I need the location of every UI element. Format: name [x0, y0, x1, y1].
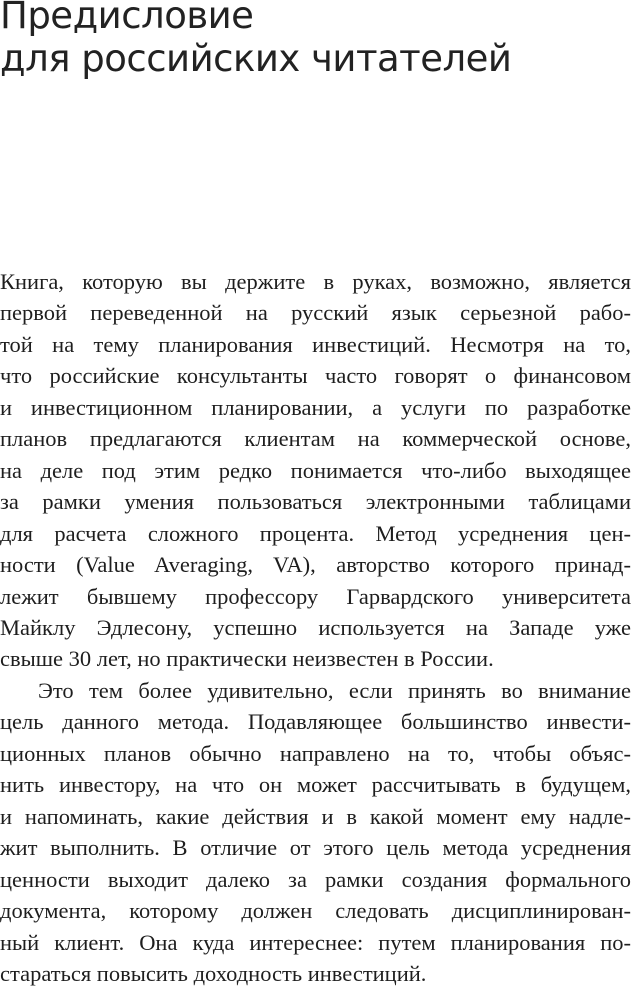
text-line: Книга, которую вы держите в руках, возможно, является — [0, 269, 631, 294]
text-line: Это тем более удивительно, если принять во внимание — [38, 677, 631, 703]
text-line: документа, которому должен следовать дисциплинирован- — [0, 898, 631, 924]
text-line: ности (Value Averaging, VA), авторство которого принад- — [0, 552, 631, 578]
paragraph-1 — [0, 266, 631, 675]
chapter-title-line: Предисловие — [0, 0, 254, 37]
text-line: первой переведенной на русский язык серьезной рабо- — [0, 300, 631, 326]
text-line: ный клиент. Она куда интереснее: путем планирования по- — [0, 929, 631, 955]
text-line: за рамки умения пользоваться электронными таблицами — [0, 489, 631, 515]
text-line: жит выполнить. В отличие от этого цель метода усреднения — [0, 835, 631, 861]
text-line: что российские консультанты часто говорят о финансовом — [0, 363, 631, 389]
text-line: стараться повысить доходность инвестиций. — [0, 960, 427, 986]
text-line: для расчета сложного процента. Метод усреднения цен- — [0, 520, 631, 546]
text-line: и инвестиционном планировании, а услуги по разработке — [0, 394, 631, 420]
text-line: той на тему планирования инвестиций. Несмотря на то, — [0, 331, 631, 357]
chapter-title — [0, 0, 511, 80]
text-line: планов предлагаются клиентам на коммерческой основе, — [0, 426, 631, 452]
body-text — [0, 266, 631, 989]
text-line: и напоминать, какие действия и в какой момент ему надле- — [0, 803, 631, 829]
text-line: свыше 30 лет, но практически неизвестен в России. — [0, 646, 494, 672]
text-line: цель данного метода. Подавляющее большинство инвести- — [0, 709, 631, 735]
text-line: нить инвестору, на что он может рассчитывать в будущем, — [0, 772, 631, 798]
text-line: ционных планов обычно направлено на то, чтобы объяс- — [0, 740, 631, 766]
text-line: ценности выходит далеко за рамки создания формального — [0, 866, 631, 892]
paragraph-2 — [0, 675, 631, 990]
text-line: Майклу Эдлесону, успешно используется на Западе уже — [0, 614, 631, 640]
text-line: на деле под этим редко понимается что-либо выходящее — [0, 457, 631, 483]
text-line: лежит бывшему профессору Гарвардского университета — [0, 583, 631, 609]
chapter-title-line: для российских читателей — [0, 37, 512, 80]
